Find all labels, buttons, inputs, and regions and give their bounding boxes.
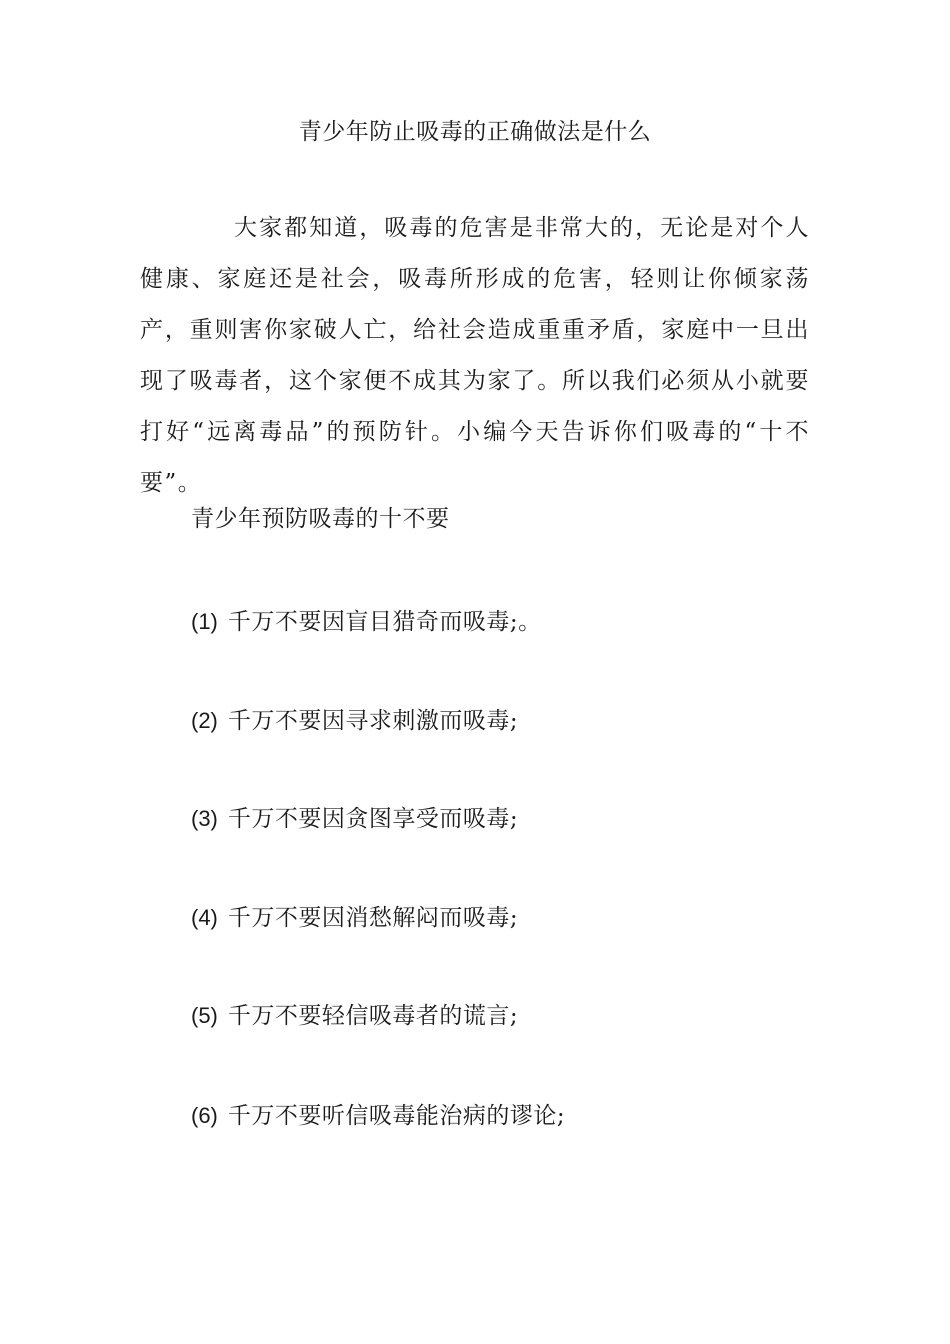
section-heading: 青少年预防吸毒的十不要 xyxy=(191,506,450,532)
list-item-number: (2) xyxy=(191,708,218,733)
list-item-number: (1) xyxy=(191,609,218,634)
list-item-text: 千万不要轻信吸毒者的谎言; xyxy=(227,1003,519,1029)
list-item xyxy=(191,705,518,737)
list-item-number: (3) xyxy=(191,806,218,831)
document-title: 青少年防止吸毒的正确做法是什么 xyxy=(298,119,652,145)
list-item xyxy=(191,803,518,835)
list-item-text: 千万不要因寻求刺激而吸毒; xyxy=(227,708,519,734)
list-item-text: 千万不要因贪图享受而吸毒; xyxy=(227,806,519,832)
list-item xyxy=(191,1000,518,1032)
list-item xyxy=(191,606,542,638)
intro-paragraph: 大家都知道，吸毒的危害是非常大的，无论是对个人健康、家庭还是社会，吸毒所形成的危害，轻则让你倾家荡产，重则害你家破人亡，给社会造成重重矛盾，家庭中一旦出现了吸毒者，这个家便不成其为家了。所以我们必须从小就要打好“远离毒品”的预防针。小编今天告诉你们吸毒的“十不要”。 xyxy=(140,215,810,496)
list-item-number: (4) xyxy=(191,905,218,930)
list-item xyxy=(191,902,518,934)
list-item-text: 千万不要听信吸毒能治病的谬论; xyxy=(227,1103,566,1129)
list-item-number: (5) xyxy=(191,1003,218,1028)
list-item-text: 千万不要因消愁解闷而吸毒; xyxy=(227,905,519,931)
list-item xyxy=(191,1100,565,1132)
list-item-text: 千万不要因盲目猎奇而吸毒;。 xyxy=(227,609,542,635)
list-item-number: (6) xyxy=(191,1103,218,1128)
